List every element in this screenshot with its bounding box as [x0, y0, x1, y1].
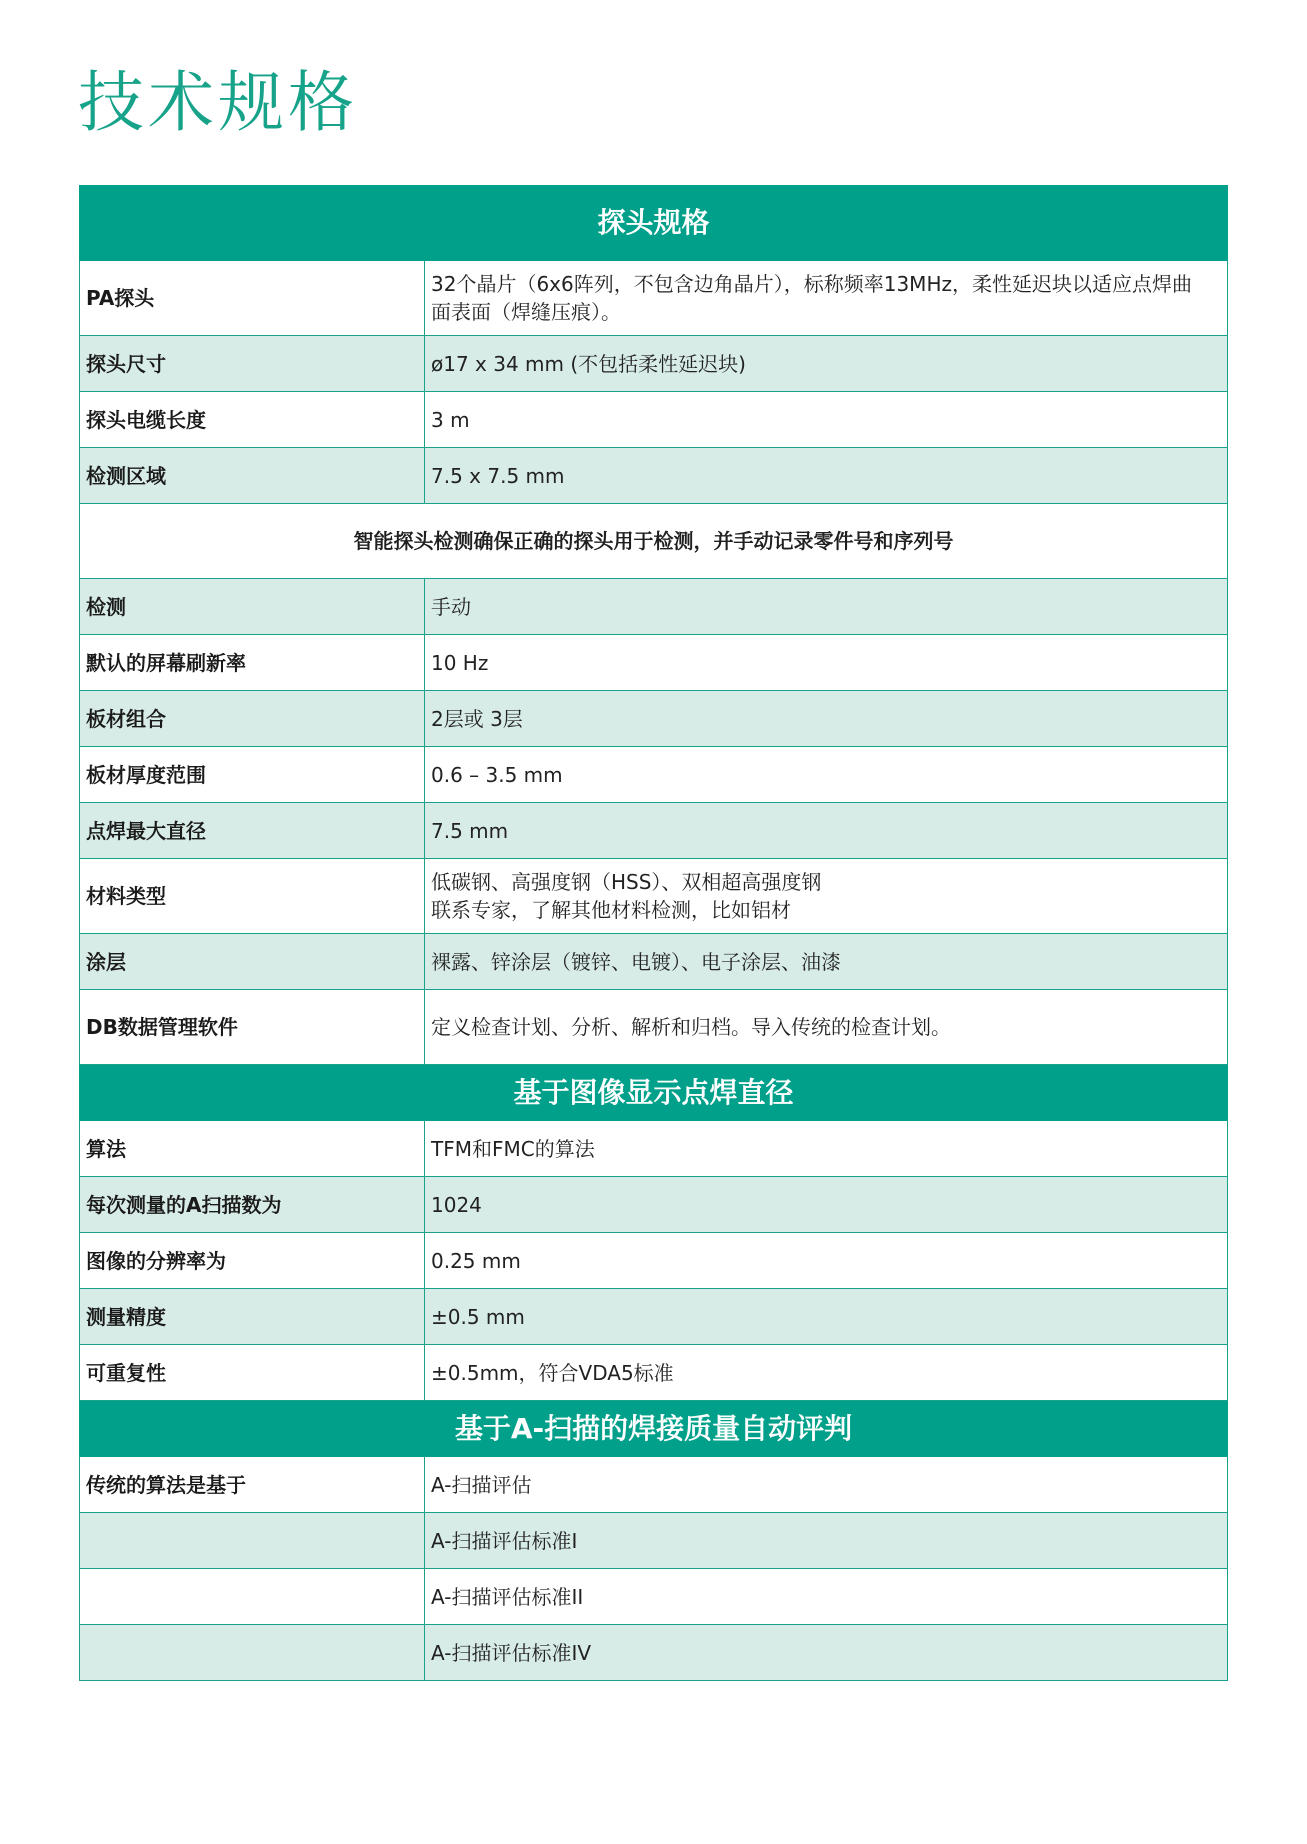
table-row — [80, 1177, 1228, 1233]
table-row — [80, 635, 1228, 691]
table-row — [80, 859, 1228, 934]
row-label: 板材厚度范围 — [80, 747, 425, 803]
row-label: 默认的屏幕刷新率 — [80, 635, 425, 691]
row-value: 手动 — [425, 579, 1228, 635]
row-value: 0.25 mm — [425, 1233, 1228, 1289]
table-row — [80, 747, 1228, 803]
row-value: 3 m — [425, 392, 1228, 448]
row-label: 检测区域 — [80, 448, 425, 504]
table-row — [80, 261, 1228, 336]
row-value: 7.5 mm — [425, 803, 1228, 859]
row-label: 探头尺寸 — [80, 336, 425, 392]
table-row — [80, 448, 1228, 504]
row-value: 定义检查计划、分析、解析和归档。导入传统的检查计划。 — [425, 990, 1228, 1065]
row-value — [425, 859, 1228, 934]
row-label: DB数据管理软件 — [80, 990, 425, 1065]
row-label: 板材组合 — [80, 691, 425, 747]
row-value: 0.6 – 3.5 mm — [425, 747, 1228, 803]
section-header-ascan — [80, 1401, 1228, 1457]
row-value-line: 联系专家，了解其他材料检测，比如铝材 — [431, 898, 791, 922]
table-row — [80, 1513, 1228, 1569]
row-label: 算法 — [80, 1121, 425, 1177]
row-value: A-扫描评估 — [425, 1457, 1228, 1513]
section-header-imaging — [80, 1065, 1228, 1121]
row-label — [80, 1569, 425, 1625]
table-row — [80, 1121, 1228, 1177]
row-value-line: 面表面（焊缝压痕）。 — [431, 300, 621, 324]
section-header-probe — [80, 186, 1228, 261]
table-row — [80, 1625, 1228, 1681]
section-header-label: 探头规格 — [80, 186, 1228, 261]
page-title: 技术规格 — [78, 64, 358, 141]
row-value: A-扫描评估标准IV — [425, 1625, 1228, 1681]
row-value: 2层或 3层 — [425, 691, 1228, 747]
table-row — [80, 579, 1228, 635]
row-label: 传统的算法是基于 — [80, 1457, 425, 1513]
row-label — [80, 1513, 425, 1569]
table-row — [80, 392, 1228, 448]
row-label: PA探头 — [80, 261, 425, 336]
row-value: ±0.5 mm — [425, 1289, 1228, 1345]
row-value: ±0.5mm，符合VDA5标准 — [425, 1345, 1228, 1401]
row-value — [425, 261, 1228, 336]
row-label: 检测 — [80, 579, 425, 635]
table-row — [80, 990, 1228, 1065]
row-label — [80, 1625, 425, 1681]
row-label: 材料类型 — [80, 859, 425, 934]
table-row — [80, 336, 1228, 392]
section-header-label: 基于图像显示点焊直径 — [80, 1065, 1228, 1121]
table-row — [80, 1569, 1228, 1625]
row-label: 探头电缆长度 — [80, 392, 425, 448]
row-value: 10 Hz — [425, 635, 1228, 691]
table-row — [80, 1233, 1228, 1289]
table-row — [80, 1345, 1228, 1401]
row-label: 图像的分辨率为 — [80, 1233, 425, 1289]
table-note-row — [80, 504, 1228, 579]
row-value: A-扫描评估标准II — [425, 1569, 1228, 1625]
table-row — [80, 1289, 1228, 1345]
table-note: 智能探头检测确保正确的探头用于检测，并手动记录零件号和序列号 — [80, 504, 1228, 579]
row-label: 每次测量的A扫描数为 — [80, 1177, 425, 1233]
table-row — [80, 803, 1228, 859]
section-header-label: 基于A-扫描的焊接质量自动评判 — [80, 1401, 1228, 1457]
row-value: 7.5 x 7.5 mm — [425, 448, 1228, 504]
row-label: 点焊最大直径 — [80, 803, 425, 859]
row-value: 裸露、锌涂层（镀锌、电镀）、电子涂层、油漆 — [425, 934, 1228, 990]
table-row — [80, 1457, 1228, 1513]
row-value-line: 低碳钢、高强度钢（HSS）、双相超高强度钢 — [431, 870, 822, 894]
table-row — [80, 691, 1228, 747]
spec-table — [79, 185, 1228, 1681]
row-value: 1024 — [425, 1177, 1228, 1233]
row-value: ø17 x 34 mm (不包括柔性延迟块) — [425, 336, 1228, 392]
row-label: 涂层 — [80, 934, 425, 990]
row-label: 测量精度 — [80, 1289, 425, 1345]
row-label: 可重复性 — [80, 1345, 425, 1401]
row-value: TFM和FMC的算法 — [425, 1121, 1228, 1177]
row-value: A-扫描评估标准I — [425, 1513, 1228, 1569]
row-value-line: 32个晶片（6x6阵列，不包含边角晶片），标称频率13MHz，柔性延迟块以适应点焊曲 — [431, 272, 1192, 296]
table-row — [80, 934, 1228, 990]
